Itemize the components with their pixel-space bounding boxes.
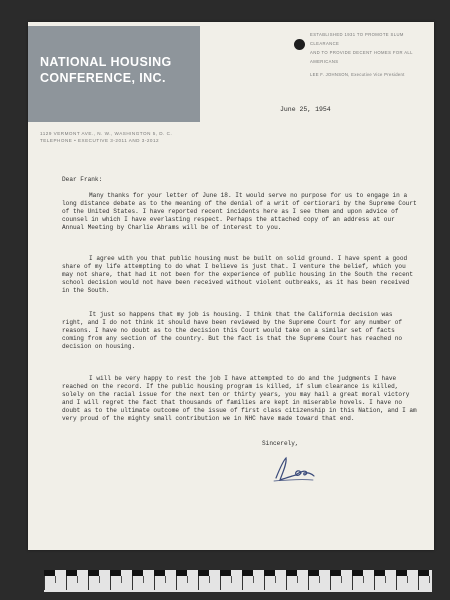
handwritten-signature [272,454,316,484]
org-name-line2: CONFERENCE, INC. [40,71,166,85]
street-address: 1129 VERMONT AVE., N. W., WASHINGTON 5, D. C. [40,131,173,136]
scale-ruler [44,570,432,592]
letter-date: June 25, 1954 [280,106,331,113]
letter-page [28,22,434,550]
org-name-line1: NATIONAL HOUSING [40,55,172,69]
organization-purpose [310,30,434,66]
ruler-ticks [44,576,432,592]
punch-hole [294,39,305,50]
closing: Sincerely, [262,440,299,447]
purpose-line1: ESTABLISHED 1931 TO PROMOTE SLUM CLEARANCE [310,32,404,46]
purpose-line2: AND TO PROVIDE DECENT HOMES FOR ALL AMERICANS [310,50,413,64]
letterhead-address [40,130,172,144]
paragraph-1: Many thanks for your letter of June 18. It would serve no purpose for us to engage in a long distance debate as to the meaning of the denial of a writ of certiorari by the Supreme Court of the United States. I have reported recent incidents here as I see them and upon advice of counsel in which I have everlasting respect. Perhaps the attached copy of an address at our Annual Meeting by Charlie Abrams will be of interest to you. [62,192,417,231]
paragraph-4: I will be very happy to rest the job I have attempted to do and the judgments I have reached on the record. If the public housing program is killed, if slum clearance is killed, solely on the racial issue for the next ten or thirty years, you may hail a great moral victory and I will regret the fact that thousands of families are kept in miserable hovels. I have no doubt as to the ultimate outcome of the issue of first class citizenship in this Nation, and I am very proud of the mighty small contribution we in NHC have made toward that end. [62,375,417,422]
organization-name [40,54,172,86]
paragraph-3: It just so happens that my job is housing. I think that the California decision was right, and I do not think it should have been reviewed by the Supreme Court for any number of reasons. I have no doubt as to the decision this Court would take on a similar set of facts coming from any section of the country. But the fact is that the Supreme Court has reached no decision on housing. [62,311,403,350]
letterhead-banner [28,26,200,122]
salutation: Dear Frank: [62,176,103,183]
telephone-line: TELEPHONE • EXECUTIVE 3-2011 AND 3-2012 [40,138,160,143]
officer-line: LEE F. JOHNSON, Executive Vice President [310,72,405,77]
paragraph-2: I agree with you that public housing must be built on solid ground. I have spent a good share of my life attempting to do what I believe is just that. I venture the belief, which you may not share, that had it not been for the experience of public housing in the South the recent school decision would not have been received without violent outbreaks, as it has been received in the South. [62,255,414,294]
